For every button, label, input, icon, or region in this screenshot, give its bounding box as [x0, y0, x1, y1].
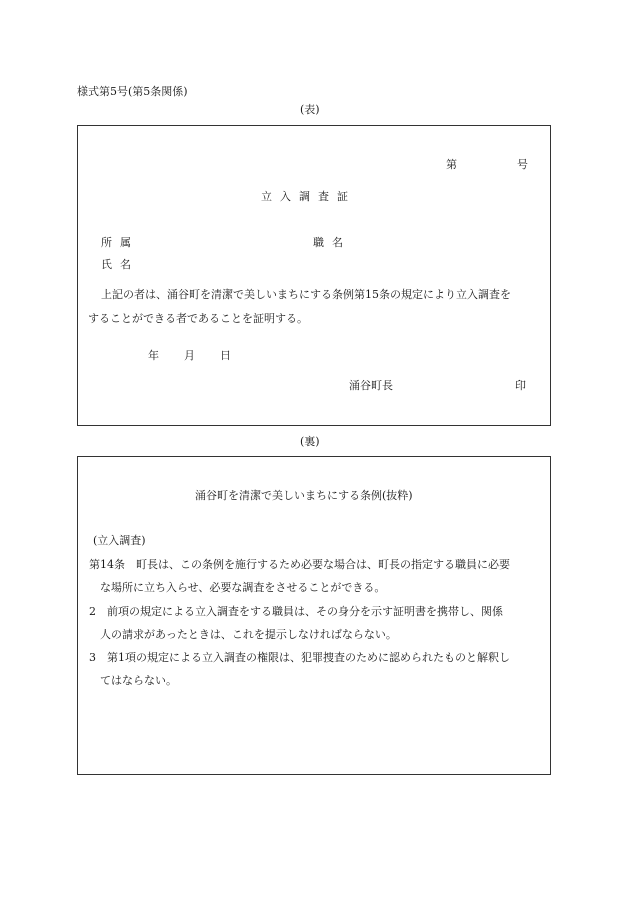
position-label: 職名: [313, 236, 351, 249]
paragraph-3-line-2: てはならない。: [100, 674, 177, 687]
article-14-line-2: な場所に立ち入らせ、必要な調査をさせることができる。: [100, 581, 386, 594]
front-side-label: (表): [300, 103, 320, 116]
card-title: 立入調査証: [261, 190, 356, 203]
number-suffix: 号: [517, 158, 528, 171]
date-day: 日: [220, 349, 231, 362]
form-label: 様式第5号(第5条関係): [77, 85, 188, 98]
front-card: [77, 125, 551, 426]
back-side-label: (裏): [300, 435, 320, 448]
paragraph-2-line-2: 人の請求があったときは、これを提示しなければならない。: [100, 628, 397, 641]
paragraph-2-line-1: 2 前項の規定による立入調査をする職員は、その身分を示す証明書を携帯し、関係: [89, 605, 503, 618]
seal-mark: 印: [515, 379, 526, 392]
name-label: 氏名: [101, 258, 139, 271]
paragraph-3-line-1: 3 第1項の規定による立入調査の権限は、犯罪捜査のために認められたものと解釈し: [89, 651, 510, 664]
number-prefix: 第: [446, 158, 457, 171]
ordinance-title: 涌谷町を清潔で美しいまちにする条例(抜粋): [195, 489, 413, 502]
date-month: 月: [184, 349, 195, 362]
issuer-title: 涌谷町長: [349, 379, 393, 392]
affiliation-label: 所属: [101, 236, 139, 249]
article-heading: (立入調査): [93, 534, 146, 547]
date-year: 年: [148, 349, 159, 362]
certificate-body-line-1: 上記の者は、涌谷町を清潔で美しいまちにする条例第15条の規定により立入調査を: [101, 288, 511, 301]
certificate-body-line-2: することができる者であることを証明する。: [88, 312, 308, 325]
article-14-line-1: 第14条 町長は、この条例を施行するため必要な場合は、町長の指定する職員に必要: [89, 558, 510, 571]
